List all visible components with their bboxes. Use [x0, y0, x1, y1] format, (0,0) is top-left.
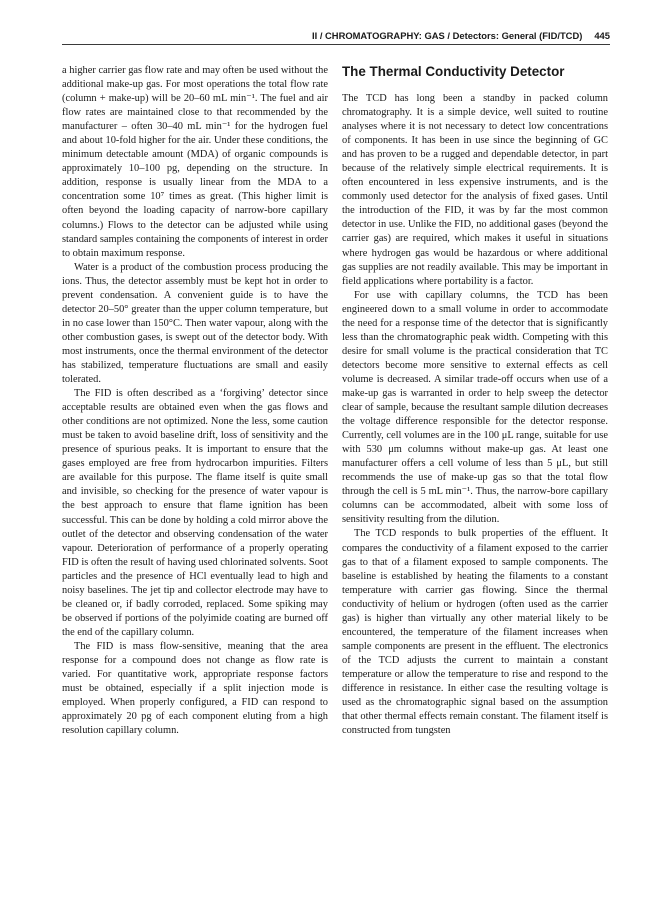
left-paragraph-1: a higher carrier gas flow rate and may often be used without the additional make-up gas. For most operations the total flow rate (column + make-up) will be 20–60 mL min⁻¹. The fuel and air flow rates are maintained close to that recommended by the manufacturer – often 30–40 mL min⁻¹ for the hydrogen fuel and about 10-fold higher for the air. Under these conditions, the minimum detectable amount (MDA) of organic compounds is approximately 10–100 pg, depending on the structure. In addition, response is usually linear from the MDA to a concentration some 10⁷ times as great. (This higher limit is often beyond the loading capacity of narrow-bore capillary columns.) Flows to the detector can be adjusted while using standard samples containing the components of interest in order to obtain maximum response. — [62, 65, 328, 259]
left-paragraph-3: The FID is often described as a ‘forgiving’ detector since acceptable results are obtained even when the gas flows and other conditions are not optimized. None the less, some caution must be taken to avoid baseline drift, loss of sensitivity and the presence of spurious peaks. It is important to ensure that the gases employed are free from hydrocarbon impurities. Filters are available for this purpose. The flame itself is quite small and invisible, so checking for the presence of water vapour is the best approach to ensure that flame ignition has been successful. This can be done by holding a cold mirror above the outlet of the detector and observing condensation of the water vapour. Deterioration of performance of a properly operating FID is often the result of having used chlorinated solvents. Soot particles and the presence of HCl eventually lead to high and noisy baselines. The jet tip and collector electrode may have to be cleaned or, if badly corroded, replaced. Some spiking may be observed if portions of the polyimide coating are burned off the end of the capillary column. — [62, 388, 328, 638]
section-heading: The Thermal Conductivity Detector — [342, 64, 565, 79]
header-rule — [62, 44, 610, 45]
running-title: II / CHROMATOGRAPHY: GAS / Detectors: General (FID/TCD) — [312, 30, 583, 41]
right-paragraph-1: The TCD has long been a standby in packed column chromatography. It is a simple device, well suited to routine analyses where it is not necessary to detect low concentrations of components. It has been in use since the beginning of GC and has proven to be a rugged and dependable detector, in part because of the relatively simple electrical requirements. It is often encountered in less expensive instruments, and is the commonly used detector for the analysis of fixed gases. Until the introduction of the FID, it was by far the most common detector in use. Unlike the FID, no additional gases (beyond the carrier gas) are required, which makes it useful in situations where hydrogen gas would be hazardous or where additional gas supplies are not readily available. This may be important in field applications where portability is a factor. — [342, 93, 608, 287]
left-paragraph-2: Water is a product of the combustion process producing the ions. Thus, the detector assembly must be kept hot in order to prevent condensation. A convenient guide is to have the detector 20–50° greater than the upper column temperature, but in no case lower than 150°C. Then water vapour, along with the other combustion gases, is swept out of the detector body. With most instruments, once the thermal environment of the detector has stabilized, temperature fluctuations are small and easily tolerated. — [62, 261, 328, 386]
running-head — [62, 29, 610, 43]
right-paragraph-3: The TCD responds to bulk properties of the effluent. It compares the conductivity of a filament exposed to the carrier gas to that of a filament exposed to sample components. The baseline is established by heating the filaments to a constant temperature with carrier gas flowing. Since the thermal conductivity of helium or hydrogen (often used as the carrier gas) is higher than virtually any other material likely to be encountered, the temperature of the filament increases when sample components are present in the effluent. The electronics of the TCD adjusts the current to maintain a constant temperature or allow the temperature to rise and respond to the difference in resistance. In either case the resulting voltage is used as the chromatographic signal based on the assumption that other thermal effects remain constant. The filament itself is constructed from tungsten — [342, 528, 608, 737]
right-column-body — [342, 92, 608, 738]
page-number: 445 — [594, 30, 610, 41]
left-paragraph-4: The FID is mass flow-sensitive, meaning that the area response for a compound does not change as flow rate is varied. For quantitative work, appropriate response factors must be obtained, especially if a split injection mode is employed. When properly configured, a FID can respond to approximately 20 pg of each component eluting from a high resolution capillary column. — [62, 640, 328, 737]
right-column — [342, 64, 608, 738]
right-paragraph-2: For use with capillary columns, the TCD has been engineered down to a small volume in order to accommodate the need for a response time of the detector that is significantly less than the chromatographic peak width. Competing with this desire for small volume is the practical consideration that TC detectors become more sensitive to external effects as cell volume is decreased. A similar trade-off occurs when use of a make-up gas is warranted in order to help sweep the detector clear of sample, because the resultant sample dilution decreases the voltage difference responsible for the detector response. Currently, cell volumes are in the 100 μL range, suitable for use with 530 μm columns without make-up gas. At least one manufacturer offers a cell volume of less than 5 μL, but still recommends the use of make-up gas so that the total flow through the cell is 5 mL min⁻¹. Thus, the narrow-bore capillary columns can be accommodated, albeit with some loss of sensitivity resulting from the dilution. — [342, 289, 608, 526]
left-column — [62, 64, 328, 738]
